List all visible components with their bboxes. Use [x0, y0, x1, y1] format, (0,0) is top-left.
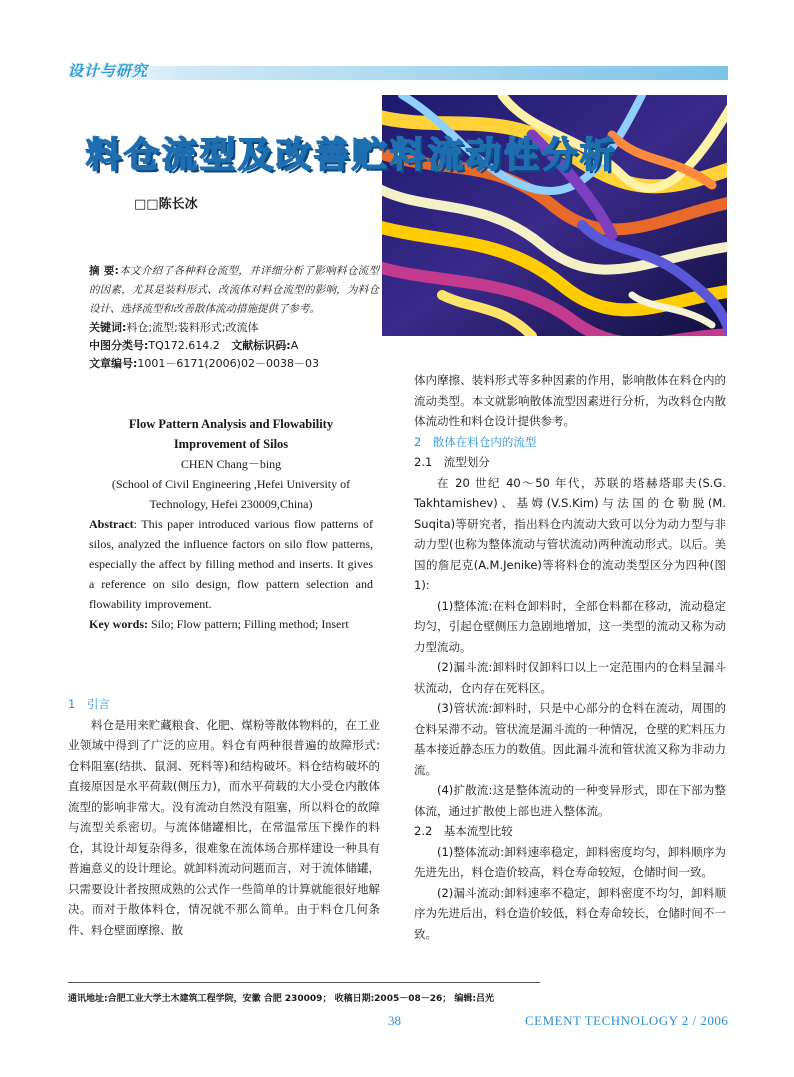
clc-value: TQ172.614.2: [148, 339, 220, 352]
clc-label: 中图分类号:: [89, 339, 149, 352]
section-1-heading: 1 引言: [68, 697, 110, 711]
header-band: [68, 66, 728, 80]
en-title-line1: Flow Pattern Analysis and Flowability: [128, 417, 334, 431]
en-keywords-label: Key words:: [89, 617, 148, 631]
column-tag: 设计与研究: [68, 62, 149, 80]
flow-type-item-3: (3)管状流:卸料时，只是中心部分的仓料在流动，周围的仓料呆滞不动。管状流是漏斗流的一种情况，仓壁的贮料压力基本接近静态压力的数值。因此漏斗流和管状流又称为非动力流。: [414, 701, 726, 777]
journal-name: CEMENT TECHNOLOGY 2 / 2006: [525, 1013, 729, 1028]
comparison-item-1: (1)整体流动:卸料速率稳定，卸料密度均匀，卸料顺序为先进先出，料仓造价较高，料仓寿命较短，仓储时间一致。: [414, 844, 726, 879]
en-affil-line2: Technology, Hefei 230009,China): [149, 497, 313, 511]
continued-paragraph: 体内摩擦、装料形式等多种因素的作用，影响散体在料仓内的流动类型。本文就影响散体流型因素进行分析，为改料仓内散体流动性和料仓设计提供参考。: [414, 373, 726, 428]
keywords-text: 料仓;流型;装料形式;改流体: [126, 321, 259, 334]
flow-type-item-1: (1)整体流:在料仓卸料时，全部仓料都在移动，流动稳定均匀，引起仓壁侧压力急剧地增加，这一类型的流动又称为动力型流动。: [414, 598, 726, 654]
keywords-label: 关键词:: [89, 321, 127, 334]
subsection-2-1-paragraph: 在 20 世纪 40～50 年代，苏联的塔赫塔耶夫(S.G. Takhtamishev)、基姆(V.S.Kim)与法国的仓勒脱(M. Suqita)等研究者，指出料仓内流动大致可以分为动力型与非动力型(也称为整体流动与管状流动)两种流动形式。以后。美国的詹尼克(A.M.Jenike)等将料仓的流动类型区分为四种(图 1):: [414, 475, 726, 592]
comparison-item-2: (2)漏斗流动:卸料速率不稳定，卸料密度不均匀，卸料顺序为先进后出，料仓造价较低，料仓寿命较长，仓储时间不一致。: [414, 885, 726, 941]
right-column: [414, 370, 726, 944]
section-1-paragraph: 料仓是用来贮藏粮食、化肥、煤粉等散体物料的，在工业业领域中得到了广泛的应用。料仓有两种很普遍的故障形式:仓料阻塞(结拱、鼠洞、死料等)和结构破坏。料仓结构破坏的直接原因是水平荷载(侧压力)，而水平荷载的大小受仓内散体流型的影响非常大。没有流动自然没有阻塞，所以料仓的故障与流型关系密切。与流体储罐相比，在常温常压下操作的料仓，其设计却复杂得多，很难象在流体场合那样建设一种具有普遍意义的设计理论。就卸料流动问题而言，对于流体储罐，只需要设计者按照成熟的公式作一些简单的计算就能很好地解决。而对于散体料仓，情况就不那么简单。由于料仓几何条件、料仓壁面摩擦、散: [68, 717, 380, 937]
doc-code-value: A: [290, 339, 299, 352]
left-column: [68, 694, 380, 940]
page-title: 料仓流型及改善贮料流动性分析: [86, 136, 619, 176]
en-affil-line1: (School of Civil Engineering ,Hefei University of: [111, 477, 351, 491]
en-author: CHEN Chang－bing: [180, 457, 282, 471]
en-abstract-text: : This paper introduced various flow patterns of silos, analyzed the influence factors on silo flow patterns, especially the affect by filling method and inserts. It gives a reference on silo design, flow pattern selection and flowability improvement.: [89, 517, 373, 611]
author-name: □□陈长冰: [134, 197, 198, 212]
doc-code-label: 文献标识码:: [231, 339, 291, 352]
flow-type-item-2: (2)漏斗流:卸料时仅卸料口以上一定范围内的仓料呈漏斗状流动，仓内存在死料区。: [414, 660, 726, 695]
abstract-label: 摘 要:: [89, 265, 119, 277]
en-abstract-label: Abstract: [89, 517, 134, 531]
en-title-line2: Improvement of Silos: [173, 437, 289, 451]
article-no-label: 文章编号:: [89, 357, 138, 370]
subsection-2-2-heading: 2.2 基本流型比较: [414, 824, 513, 838]
footnote-rule: [68, 982, 540, 983]
article-no-value: 1001－6171(2006)02－0038－03: [137, 357, 319, 370]
abstract-text: 本文介绍了各种料仓流型，并详细分析了影响料仓流型的因素，尤其是装料形式、改流体对料仓流型的影响，为料仓设计、选择流型和改善散体流动措施提供了参考。: [89, 265, 379, 315]
en-keywords-text: Silo; Flow pattern; Filling method; Insert: [148, 617, 349, 631]
flow-type-item-4: (4)扩散流:这是整体流动的一种变异形式，即在下部为整体流，通过扩散使上部也进入整体流。: [414, 783, 726, 818]
section-2-heading: 2 散体在料仓内的流型: [414, 434, 537, 449]
abstract-en: [89, 414, 373, 634]
footnote: 通讯地址:合肥工业大学土木建筑工程学院，安徽 合肥 230009； 收稿日期:2005－08－26； 编辑:吕光: [68, 994, 495, 1004]
abstract-cn: [89, 262, 379, 373]
page-number: 38: [388, 1013, 401, 1028]
subsection-2-1-heading: 2.1 流型划分: [414, 455, 490, 469]
